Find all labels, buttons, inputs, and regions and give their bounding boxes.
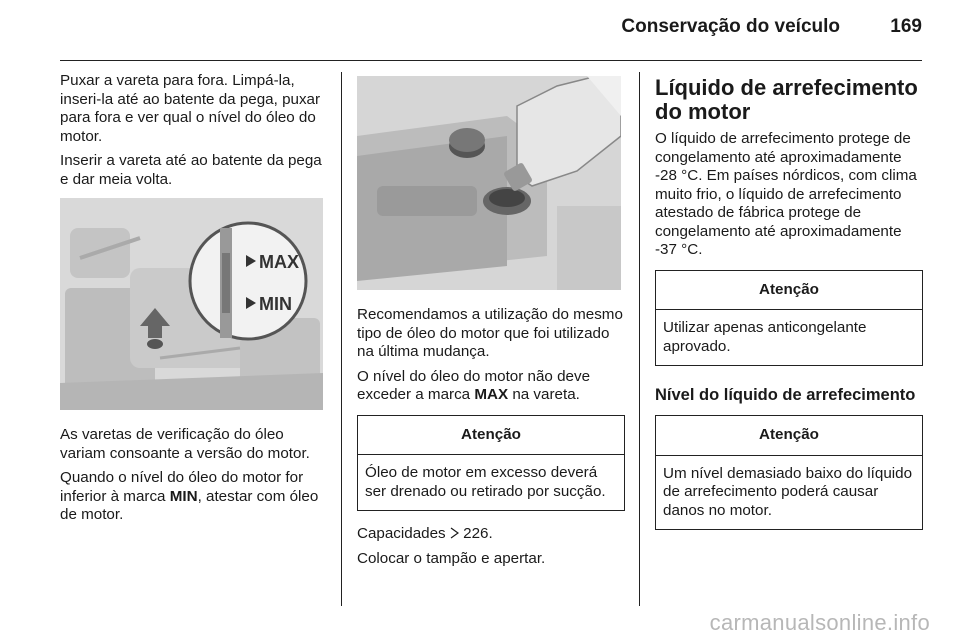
attention-body: Óleo de motor em excesso deverá ser drenado ou retirado por sucção. [365, 464, 606, 500]
section-heading-coolant: Líquido de arrefecimento do motor [655, 75, 918, 124]
watermark: carmanualsonline.info [709, 610, 930, 635]
oil-filling-illustration [357, 76, 621, 290]
column-divider-1 [341, 72, 342, 606]
column-3 [655, 72, 923, 544]
page-reference-icon [450, 525, 459, 544]
running-header-title: Conservação do veículo [621, 16, 840, 37]
paragraph-insert-dipstick: Inserir a vareta até ao batente da pega e dar meia volta. [60, 152, 322, 188]
paragraph-max-limit: O nível do óleo do motor não deve exceder a marca MAX na vareta. [357, 367, 591, 403]
paragraph-dipstick-versions: As varetas de verificação do óleo variam consoante a versão do motor. [60, 426, 310, 462]
paragraph-oil-recommendation: Recomendamos a utilização do mesmo tipo de óleo do motor que foi utilizado na última mudança. [357, 306, 623, 360]
paragraph-dipstick-check: Puxar a vareta para fora. Limpá-la, inseri-la até ao batente da pega, puxar para fora e ver qual o nível do óleo do motor. [60, 72, 321, 145]
min-label: MIN [259, 294, 292, 314]
attention-heading: Atenção [358, 416, 624, 456]
max-label: MAX [259, 252, 299, 272]
column-1 [60, 72, 325, 531]
header-rule [60, 60, 922, 61]
subheading-coolant-level: Nível do líquido de arrefecimento [655, 386, 916, 404]
attention-box-low-coolant [655, 415, 923, 530]
paragraph-capacities: Capacidades 226. [357, 525, 493, 542]
attention-box-antifreeze [655, 270, 923, 367]
paragraph-close-cap: Colocar o tampão e apertar. [357, 549, 546, 567]
paragraph-min-refill: Quando o nível do óleo do motor for inferior à marca MIN, atestar com óleo de motor. [60, 469, 319, 523]
attention-heading: Atenção [656, 271, 922, 311]
column-2 [357, 72, 625, 574]
attention-box-excess-oil [357, 415, 625, 512]
max-mark-text: MAX [474, 386, 509, 403]
attention-body: Utilizar apenas anticongelante aprovado. [663, 319, 867, 355]
capacities-page-ref[interactable]: 226. [463, 525, 493, 542]
min-mark-text: MIN [169, 487, 198, 505]
dipstick-illustration [60, 198, 323, 410]
attention-heading: Atenção [656, 416, 922, 456]
paragraph-coolant-protection: O líquido de arrefecimento protege de congelamento até aproximadamente -28 °C. Em países nórdicos, com clima muito frio, o líquido de arrefecimento atestado de fábrica protege de congelamento até aproximadamente -37 °C. [655, 130, 917, 258]
attention-body: Um nível demasiado baixo do líquido de arrefecimento poderá causar danos no motor. [663, 464, 913, 519]
page-number: 169 [890, 16, 922, 37]
column-divider-2 [639, 72, 640, 606]
